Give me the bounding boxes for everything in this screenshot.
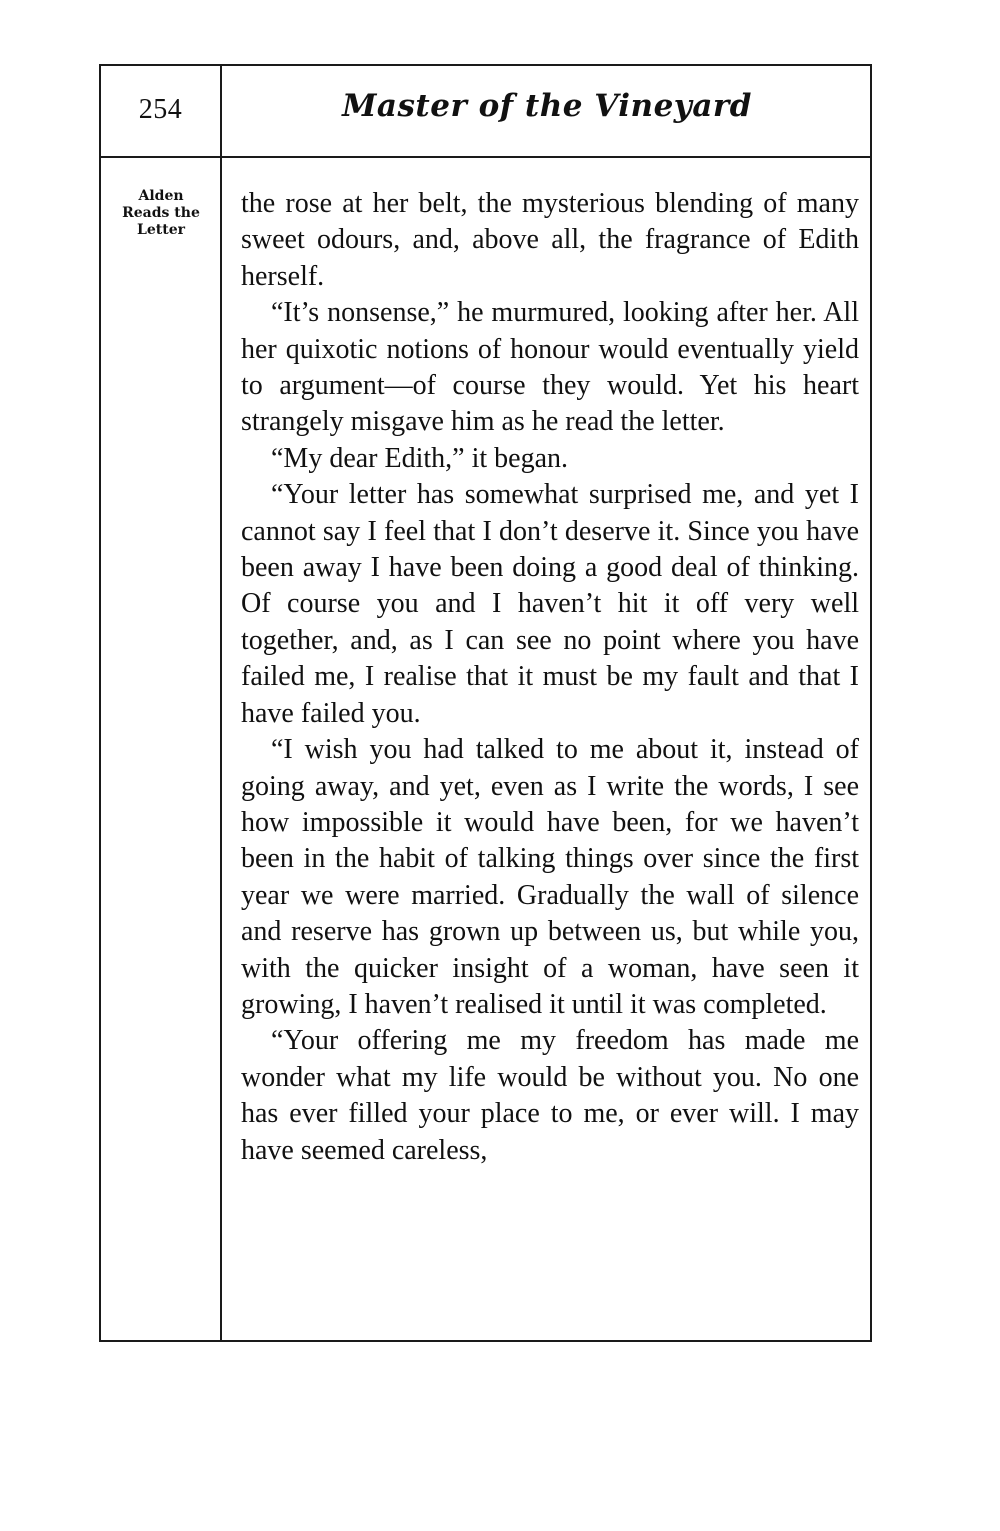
body-text [241,186,859,1169]
page-frame [99,64,872,1342]
paragraph: “It’s nonsense,” he murmured, looking after her. All her quixotic notions of honour would eventually yield to argument—of course they would. Yet his heart strangely misgave him as he read the letter. [241,297,859,438]
margin-note-line: Alden [138,188,184,204]
paragraph: “Your letter has somewhat surprised me, and yet I cannot say I feel that I don’t deserve it. Since you have been away I have been doing a good deal of thinking. Of course you and I haven’t hit it off very well together, and, as I can see no point where you have failed me, I realise that it must be my fault and that I have failed you. [241,479,859,729]
header-rule [101,156,870,158]
paragraph: “I wish you had talked to me about it, instead of going away, and yet, even as I write the words, I see how impossible it would have been, for we haven’t been in the habit of talking things over since the first year we were married. Gradually the wall of silence and reserve has grown up between us, but while you, with the quicker insight of a woman, have seen it growing, I haven’t realised it until it was completed. [241,734,859,1020]
paragraph: “My dear Edith,” it began. [271,442,569,474]
vertical-rule [220,66,222,1340]
paragraph: the rose at her belt, the mysterious blending of many sweet odours, and, above all, the fragrance of Edith herself. [241,188,859,292]
page-number: 254 [138,94,183,125]
margin-note-line: Letter [137,222,185,238]
margin-note [107,188,215,239]
paragraph: “Your offering me my freedom has made me wonder what my life would be without you. No one has ever filled your place to me, or ever will. I may have seemed careless, [241,1025,859,1166]
margin-note-line: Reads the [122,205,200,221]
running-title: Master of the Vineyard [342,88,752,124]
